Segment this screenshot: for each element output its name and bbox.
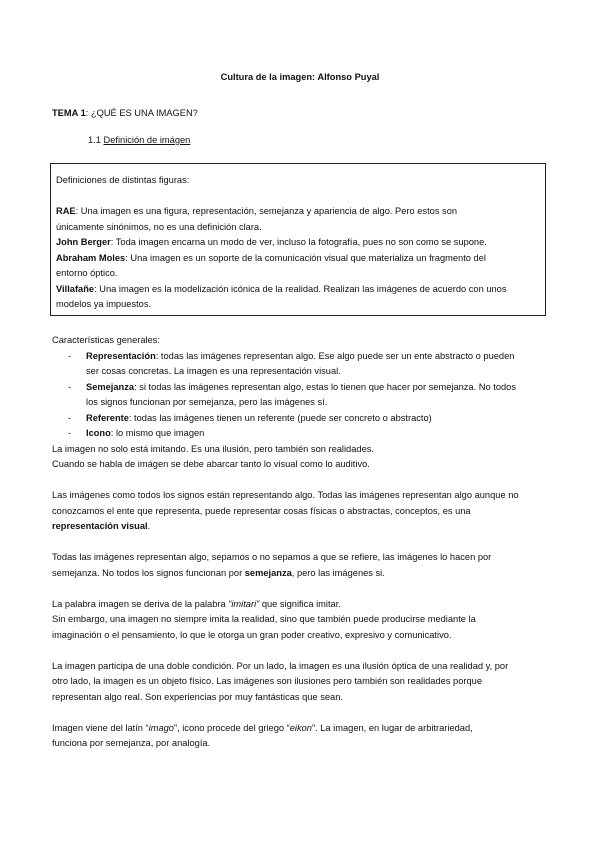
text-line <box>52 442 519 458</box>
italic-term: imago <box>148 722 174 733</box>
text-line <box>52 597 519 613</box>
text-segment: La imagen participa de una doble condición. Por un lado, la imagen es una ilusión óptica de una realidad y, por <box>52 660 509 671</box>
text-line <box>52 612 519 628</box>
text-line <box>56 173 507 189</box>
text-segment: ”. La imagen, en lugar de arbitrariedad, <box>311 722 473 733</box>
text-line <box>52 690 519 706</box>
text-segment: imaginación o el pensamiento, lo que le otorga un gran poder creativo, expresivo y comunicativo. <box>52 629 452 640</box>
bold-term: representación visual <box>52 521 148 531</box>
text-line <box>56 282 507 298</box>
italic-term: eikon <box>289 722 312 733</box>
text-segment: . <box>147 521 151 531</box>
text-line <box>56 251 507 267</box>
bullet-item <box>52 380 519 396</box>
document-title: Cultura de la imagen: Alfonso Puyal <box>220 72 380 82</box>
text-segment: ”, icono procede del griego “ <box>173 722 290 733</box>
bold-term: RAE <box>56 206 76 216</box>
bullet-dash: - <box>68 350 72 361</box>
subsection-number: 1.1 <box>88 135 104 145</box>
text-segment: conozcamos el ente que representa, puede representar cosas físicas o abstractas, conceptos, es una <box>52 505 471 516</box>
text-line <box>52 705 519 721</box>
text-segment: semejanza. No todos los signos funcionan por <box>52 567 245 578</box>
text-line <box>52 364 519 380</box>
text-segment: los signos funcionan por semejanza, pero las imágenes sí. <box>86 397 328 407</box>
text-line <box>52 519 519 535</box>
text-line <box>52 395 519 411</box>
text-segment: : lo mismo que imagen <box>110 428 205 438</box>
bullet-dash: - <box>68 412 72 423</box>
subsection-title: Definición de imágen <box>103 135 191 145</box>
text-line <box>52 721 519 737</box>
bold-term: Semejanza <box>86 381 135 392</box>
bold-term: John Berger <box>56 237 111 247</box>
text-line <box>56 235 507 251</box>
bold-term: Referente <box>86 412 129 423</box>
text-segment: representan algo real. Son experiencias por muy fantásticas que sean. <box>52 691 343 702</box>
text-line <box>56 297 507 313</box>
text-segment: : Una imagen es la modelización icónica de la realidad. Realizan las imágenes de acuerdo con unos <box>94 283 507 294</box>
text-segment: entorno óptico. <box>56 268 118 278</box>
text-segment: que significa imitar. <box>259 598 341 609</box>
bold-term: Icono <box>86 428 111 438</box>
text-line <box>52 488 519 504</box>
text-segment: Cuando se habla de imágen se debe abarcar tanto lo visual como lo auditivo. <box>52 459 370 469</box>
text-line <box>52 736 519 752</box>
text-line <box>56 266 507 282</box>
bold-term: semejanza <box>244 567 292 578</box>
bold-term: Villafañe <box>56 283 95 294</box>
definitions-content <box>56 173 507 313</box>
bullet-dash: - <box>68 381 72 392</box>
text-line <box>56 189 507 205</box>
text-line <box>52 457 519 473</box>
text-line <box>52 535 519 551</box>
text-line <box>56 220 507 236</box>
text-line <box>52 581 519 597</box>
text-segment: : si todas las imágenes representan algo, estas lo tienen que hacer por semejanza. No todos <box>134 381 516 392</box>
text-segment: : todas las imágenes representan algo. Ese algo puede ser un ente abstracto o pueden <box>155 350 515 361</box>
section-label: TEMA 1 <box>52 108 86 118</box>
bullet-item <box>52 349 519 365</box>
italic-term: “imitari” <box>228 598 260 609</box>
text-segment: únicamente sinónimos, no es una definición clara. <box>56 221 262 232</box>
text-segment: Definiciones de distintas figuras: <box>56 175 190 185</box>
bold-term: Abraham Moles <box>56 252 126 263</box>
text-segment: : Toda imagen encarna un modo de ver, incluso la fotografía, pues no son como se supone. <box>110 237 487 247</box>
text-line <box>52 333 519 349</box>
text-line <box>52 628 519 644</box>
text-segment: funciona por semejanza, por analogía. <box>52 738 211 748</box>
text-segment: Sin embargo, una imagen no siempre imita la realidad, sino que también puede producirse mediante la <box>52 614 476 624</box>
body-text <box>52 333 519 752</box>
bullet-item <box>52 411 519 427</box>
text-segment: modelos ya impuestos. <box>56 299 152 309</box>
text-segment: La imagen no solo está imitando. Es una ilusión, pero también son realidades. <box>52 443 374 454</box>
text-segment: : Una imagen es un soporte de la comunicación visual que materializa un fragmento del <box>125 252 486 263</box>
text-segment: otro lado, la imagen es un objeto físico. Las imágenes son ilusiones pero también son realidades porque <box>52 676 482 686</box>
text-line <box>52 643 519 659</box>
text-line <box>52 550 519 566</box>
bullet-dash: - <box>68 428 72 438</box>
text-segment: ser cosas concretas. La imagen es una representación visual. <box>86 366 341 376</box>
text-segment: Todas las imágenes representan algo, sepamos o no sepamos a que se refiere, las imágenes lo hacen por <box>52 552 492 562</box>
subsection-heading <box>88 135 190 145</box>
text-line <box>52 473 519 489</box>
bold-term: Representación <box>86 350 156 361</box>
text-segment: : Una imagen es una figura, representación, semejanza y apariencia de algo. Pero estos son <box>75 206 458 216</box>
text-line <box>56 204 507 220</box>
definitions-box <box>50 163 546 316</box>
text-segment: , pero las imágenes si. <box>291 567 385 578</box>
section-heading <box>52 108 198 118</box>
text-line <box>52 566 519 582</box>
text-line <box>52 504 519 520</box>
section-title: : ¿QUÉ ES UNA IMAGEN? <box>85 108 198 118</box>
text-segment: Imagen viene del latín “ <box>52 722 149 733</box>
text-line <box>52 659 519 675</box>
text-segment: Las imágenes como todos los signos están representando algo. Todas las imágenes representan algo aunque no <box>52 490 519 500</box>
bullet-item <box>52 426 519 442</box>
text-segment: Características generales: <box>52 335 160 345</box>
text-line <box>52 674 519 690</box>
text-segment: La palabra imagen se deriva de la palabra <box>52 598 229 609</box>
text-segment: : todas las imágenes tienen un referente (puede ser concreto o abstracto) <box>128 412 432 423</box>
